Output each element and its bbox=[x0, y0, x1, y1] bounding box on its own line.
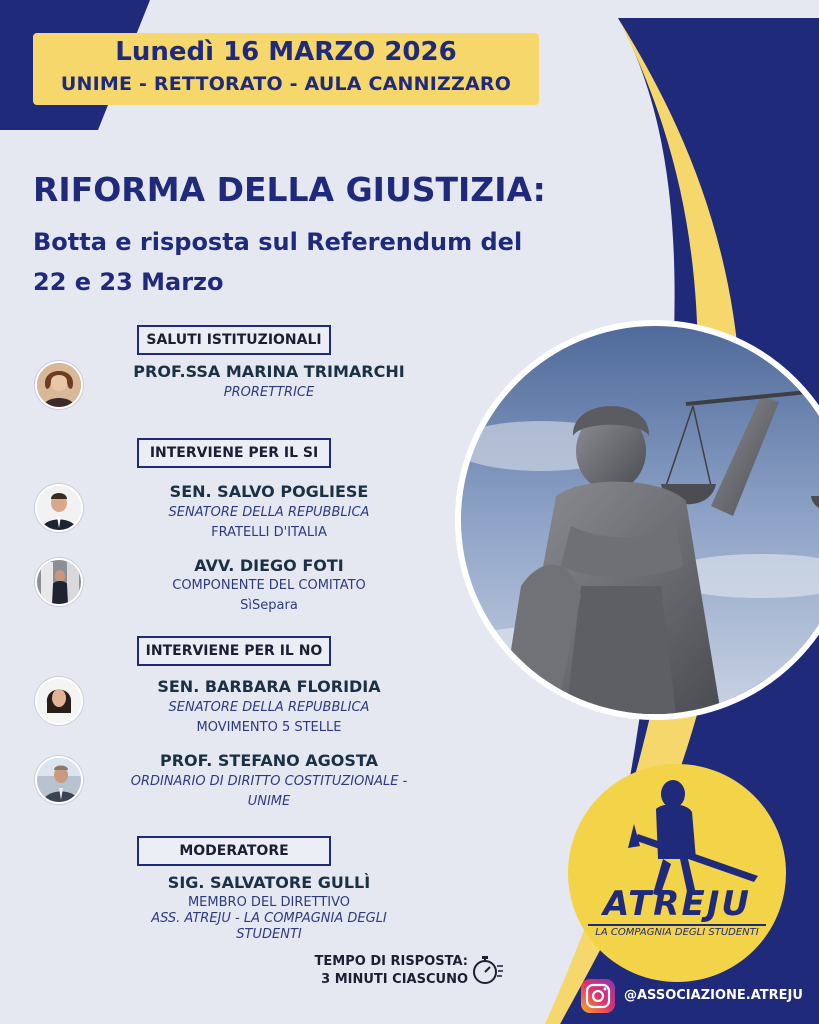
avatar-floridia bbox=[35, 677, 83, 725]
speaker-org-gulli-line2: STUDENTI bbox=[236, 927, 302, 942]
speaker-role-agosta-line2: UNIME bbox=[247, 794, 291, 809]
speaker-party-floridia: MOVIMENTO 5 STELLE bbox=[196, 720, 342, 735]
answer-time bbox=[300, 953, 468, 989]
avatar-foti bbox=[35, 558, 83, 606]
answer-time-line1: TEMPO DI RISPOSTA: bbox=[314, 954, 468, 969]
event-venue: UNIME - RETTORATO - AULA CANNIZZARO bbox=[60, 73, 512, 95]
speaker-name-foti: AVV. DIEGO FOTI bbox=[194, 556, 344, 575]
speaker-name-gulli: SIG. SALVATORE GULLÌ bbox=[167, 873, 371, 892]
answer-time-line2: 3 MINUTI CIASCUNO bbox=[321, 972, 468, 987]
date-banner bbox=[33, 33, 539, 105]
speaker-name-trimarchi: PROF.SSA MARINA TRIMARCHI bbox=[133, 362, 405, 381]
avatar-trimarchi bbox=[35, 361, 83, 409]
speaker-name-agosta: PROF. STEFANO AGOSTA bbox=[160, 751, 378, 770]
social-handle[interactable]: @ASSOCIAZIONE.ATREJU bbox=[624, 988, 803, 1003]
speaker-role-floridia: SENATORE DELLA REPUBBLICA bbox=[168, 700, 370, 715]
speaker-role-trimarchi: PRORETTRICE bbox=[223, 385, 315, 400]
avatar-pogliese bbox=[35, 484, 83, 532]
speaker-role-agosta-line1: ORDINARIO DI DIRITTO COSTITUZIONALE - bbox=[130, 774, 408, 789]
avatar-agosta bbox=[35, 756, 83, 804]
section-label-moderator: MODERATORE bbox=[137, 836, 331, 866]
speaker-name-pogliese: SEN. SALVO POGLIESE bbox=[169, 482, 369, 501]
speaker-org-gulli-line1: ASS. ATREJU - LA COMPAGNIA DEGLI bbox=[151, 911, 387, 926]
event-title: RIFORMA DELLA GIUSTIZIA: bbox=[33, 170, 546, 209]
speaker-role-gulli: MEMBRO DEL DIRETTIVO bbox=[187, 895, 351, 910]
section-label-greetings: SALUTI ISTITUZIONALI bbox=[137, 325, 331, 355]
event-date: Lunedì 16 MARZO 2026 bbox=[115, 37, 457, 67]
logo-tagline: LA COMPAGNIA DEGLI STUDENTI bbox=[588, 924, 766, 938]
section-label-no: INTERVIENE PER IL NO bbox=[137, 636, 331, 666]
section-label-yes: INTERVIENE PER IL SI bbox=[137, 438, 331, 468]
speaker-committee-foti: SìSepara bbox=[240, 598, 298, 613]
logo-wordmark: ATREJU bbox=[603, 884, 751, 924]
speaker-name-floridia: SEN. BARBARA FLORIDIA bbox=[157, 677, 381, 696]
subtitle-line-1: Botta e risposta sul Referendum del bbox=[33, 228, 523, 256]
speaker-role-foti: COMPONENTE DEL COMITATO bbox=[172, 578, 366, 593]
atreju-logo bbox=[568, 764, 786, 982]
stopwatch-icon bbox=[468, 952, 504, 988]
speaker-party-pogliese: FRATELLI D'ITALIA bbox=[211, 525, 327, 540]
speaker-role-pogliese: SENATORE DELLA REPUBBLICA bbox=[168, 505, 370, 520]
subtitle-line-2: 22 e 23 Marzo bbox=[33, 268, 224, 296]
event-subtitle bbox=[33, 222, 593, 302]
instagram-icon[interactable] bbox=[580, 978, 616, 1014]
